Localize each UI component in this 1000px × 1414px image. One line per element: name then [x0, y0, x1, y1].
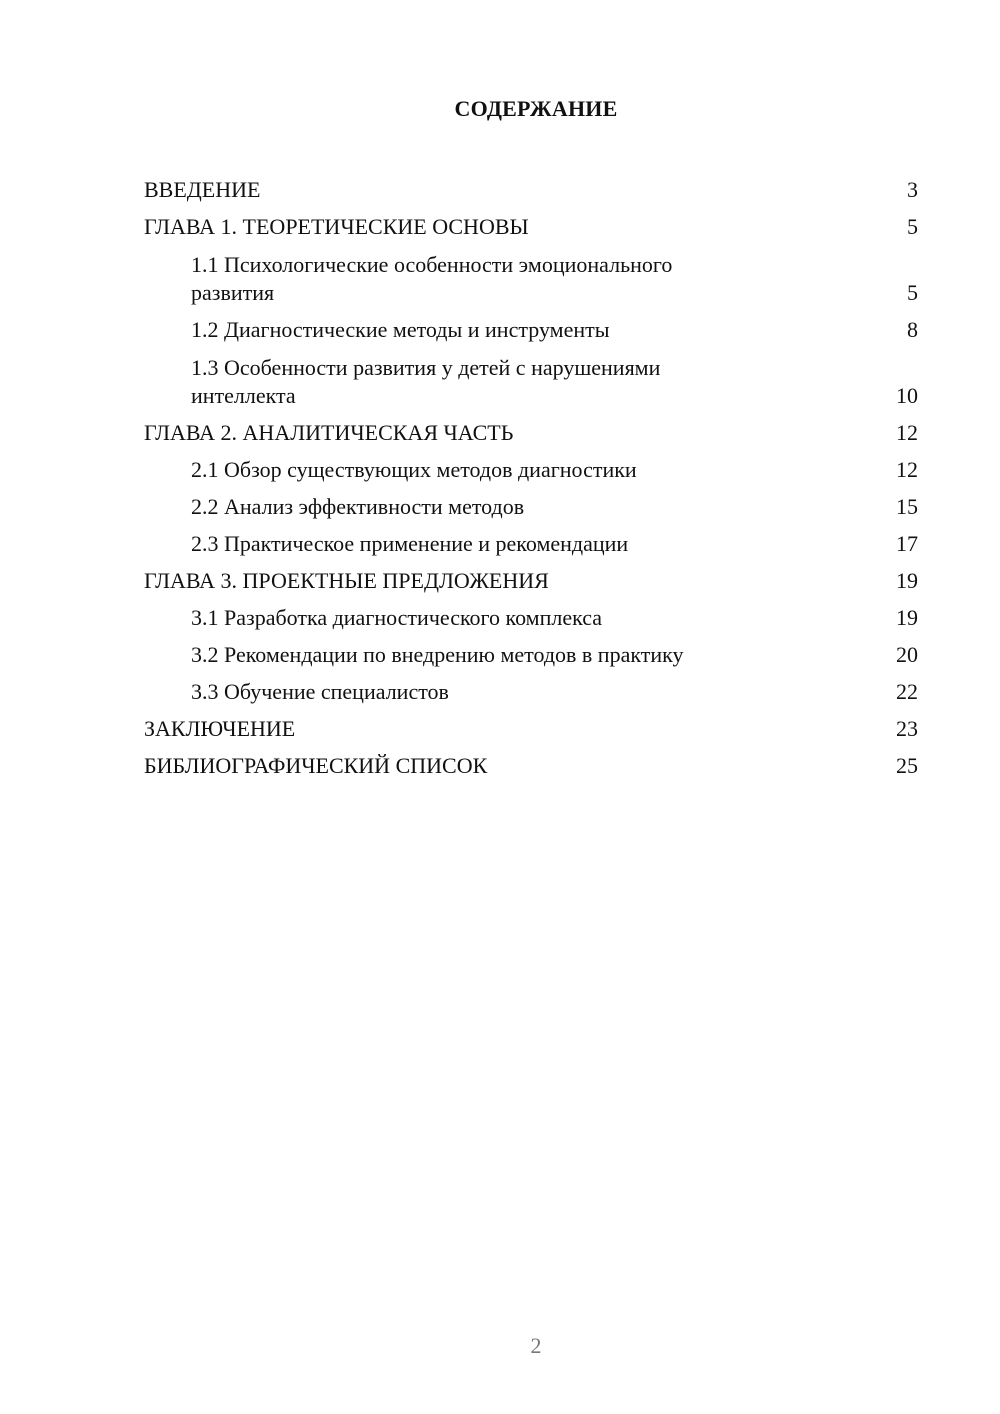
toc-entry-section-3-3[interactable] — [144, 672, 918, 709]
toc-entry-label: 3.3 Обучение специалистов — [191, 679, 449, 704]
toc-entry-page: 17 — [896, 531, 918, 556]
toc-entry-page: 8 — [907, 317, 918, 342]
toc-entry-page: 5 — [907, 280, 918, 305]
toc-entry-label: БИБЛИОГРАФИЧЕСКИЙ СПИСОК — [144, 753, 488, 778]
toc-entry-section-2-1[interactable] — [144, 450, 918, 487]
toc-entry-page: 19 — [896, 568, 918, 593]
toc-entry-bibliography[interactable] — [144, 746, 918, 783]
toc-entry-chapter-1[interactable] — [144, 207, 918, 244]
toc-entry-chapter-3[interactable] — [144, 561, 918, 598]
toc-entry-page: 15 — [896, 494, 918, 519]
toc-entry-label: 1.1 Психологические особенности эмоционального развития — [191, 252, 673, 305]
toc-entry-page: 25 — [896, 753, 918, 778]
toc-entry-page: 12 — [896, 420, 918, 445]
page-number: 2 — [530, 1333, 542, 1358]
toc-entry-conclusion[interactable] — [144, 709, 918, 746]
table-of-contents — [144, 170, 918, 783]
toc-entry-page: 10 — [896, 383, 918, 408]
toc-entry-label: 2.3 Практическое применение и рекомендации — [191, 531, 629, 556]
toc-entry-page: 20 — [896, 642, 918, 667]
toc-entry-page: 22 — [896, 679, 918, 704]
toc-entry-label: 3.2 Рекомендации по внедрению методов в практику — [191, 642, 684, 667]
page-title: СОДЕРЖАНИЕ — [454, 96, 618, 121]
toc-entry-page: 23 — [896, 716, 918, 741]
toc-entry-label: ГЛАВА 1. ТЕОРЕТИЧЕСКИЕ ОСНОВЫ — [144, 214, 529, 239]
toc-entry-section-2-2[interactable] — [144, 487, 918, 524]
toc-entry-page: 5 — [907, 214, 918, 239]
toc-entry-label: ГЛАВА 2. АНАЛИТИЧЕСКАЯ ЧАСТЬ — [144, 420, 514, 445]
toc-entry-section-1-2[interactable] — [144, 310, 918, 347]
toc-entry-label: 1.3 Особенности развития у детей с нарушениями интеллекта — [191, 355, 661, 408]
toc-entry-section-3-2[interactable] — [144, 635, 918, 672]
toc-entry-label: 2.1 Обзор существующих методов диагностики — [191, 457, 637, 482]
toc-entry-label: 2.2 Анализ эффективности методов — [191, 494, 525, 519]
toc-entry-section-3-1[interactable] — [144, 598, 918, 635]
toc-entry-page: 19 — [896, 605, 918, 630]
toc-entry-chapter-2[interactable] — [144, 413, 918, 450]
toc-entry-label: ВВЕДЕНИЕ — [144, 177, 261, 202]
toc-entry-section-1-1[interactable] — [144, 246, 918, 310]
toc-entry-label: 3.1 Разработка диагностического комплекса — [191, 605, 603, 630]
toc-entry-introduction[interactable] — [144, 170, 918, 207]
toc-entry-label: ЗАКЛЮЧЕНИЕ — [144, 716, 296, 741]
toc-entry-label: ГЛАВА 3. ПРОЕКТНЫЕ ПРЕДЛОЖЕНИЯ — [144, 568, 549, 593]
toc-entry-page: 12 — [896, 457, 918, 482]
toc-entry-section-2-3[interactable] — [144, 524, 918, 561]
toc-entry-section-1-3[interactable] — [144, 349, 918, 413]
toc-entry-page: 3 — [907, 177, 918, 202]
toc-entry-label: 1.2 Диагностические методы и инструменты — [191, 317, 610, 342]
